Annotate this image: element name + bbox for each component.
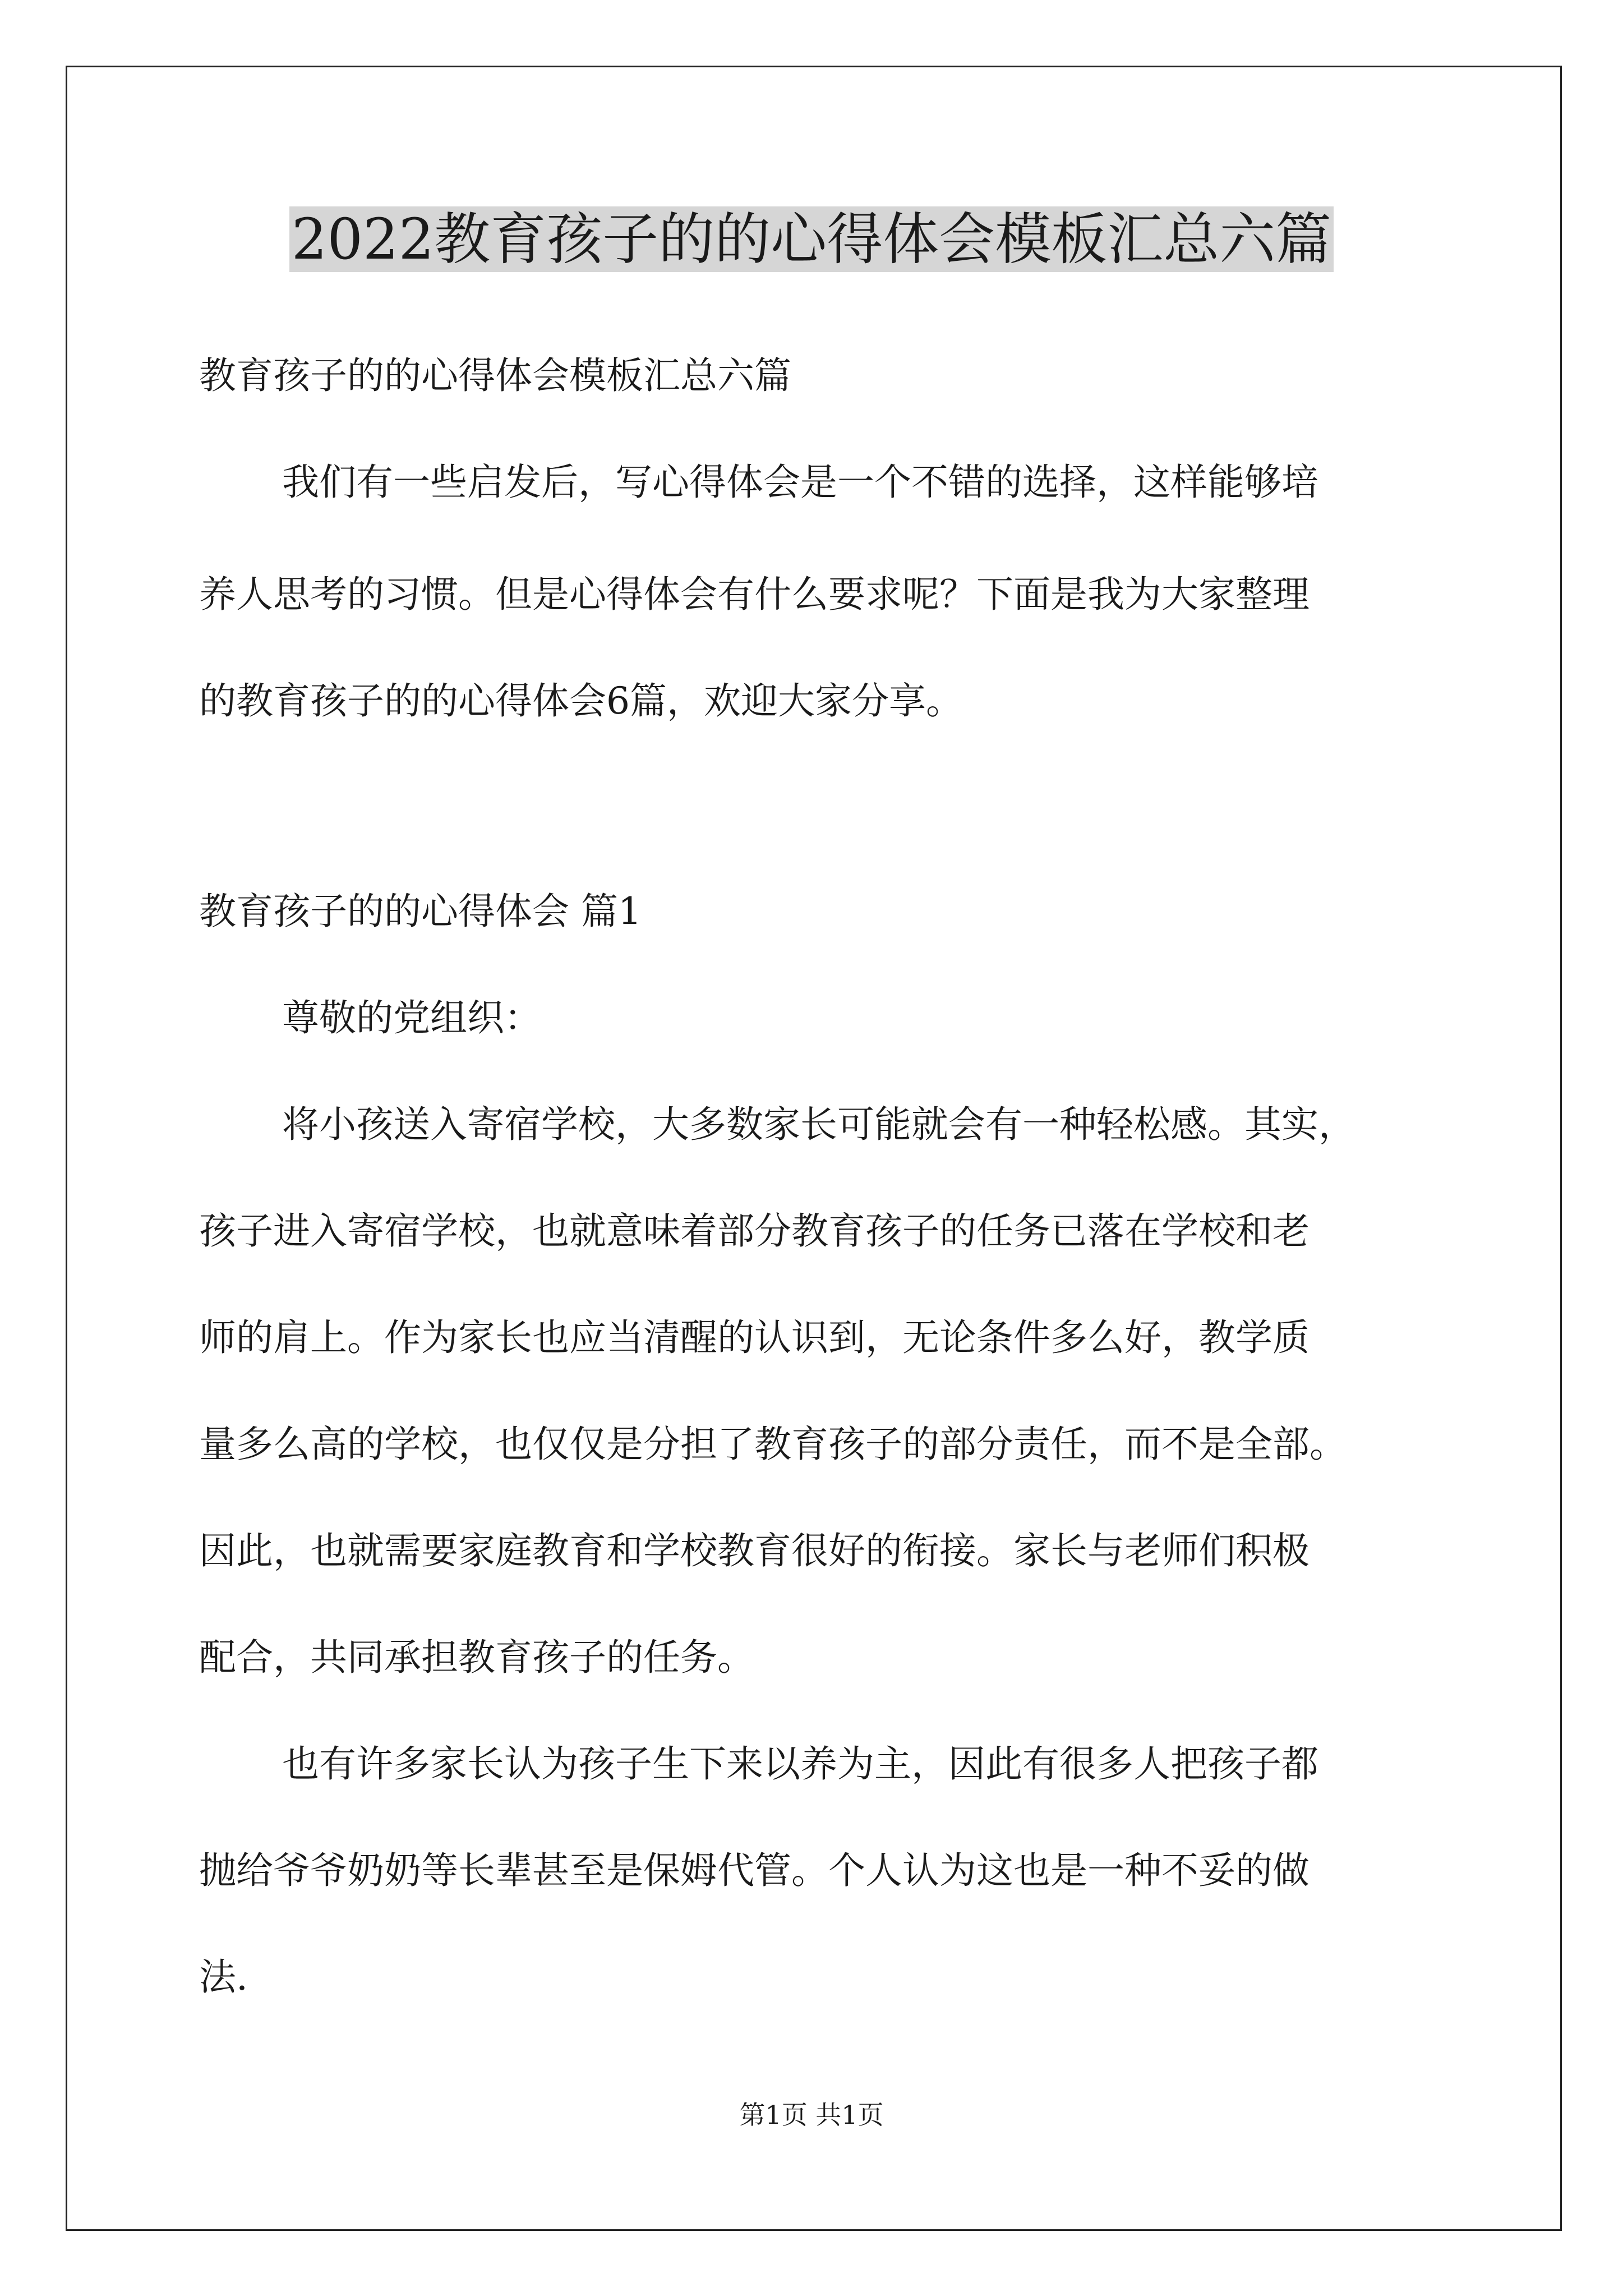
paragraph-line: 量多么高的学校，也仅仅是分担了教育孩子的部分责任，而不是全部。 <box>199 1423 1347 1466</box>
document-title-text: 2022教育孩子的的心得体会模板汇总六篇 <box>289 206 1334 272</box>
salutation: 尊敬的党组织： <box>282 996 541 1039</box>
paragraph-line: 配合，共同承担教育孩子的任务。 <box>199 1636 754 1679</box>
paragraph-line: 师的肩上。作为家长也应当清醒的认识到，无论条件多么好，教学质 <box>199 1316 1310 1359</box>
paragraph-line: 也有许多家长认为孩子生下来以养为主，因此有很多人把孩子都 <box>282 1742 1318 1786</box>
document-title <box>0 197 1623 282</box>
intro-line: 的教育孩子的的心得体会6篇，欢迎大家分享。 <box>199 679 963 723</box>
page-footer: 第1页 共1页 <box>739 2100 884 2130</box>
intro-line: 养人思考的习惯。但是心得体会有什么要求呢？下面是我为大家整理 <box>199 573 1310 616</box>
paragraph-line: 因此，也就需要家庭教育和学校教育很好的衔接。家长与老师们积极 <box>199 1529 1310 1572</box>
subtitle: 教育孩子的的心得体会模板汇总六篇 <box>199 354 791 397</box>
section-heading: 教育孩子的的心得体会 篇1 <box>199 890 642 933</box>
paragraph-line: 法. <box>199 1955 248 1999</box>
intro-line: 我们有一些启发后，写心得体会是一个不错的选择，这样能够培 <box>282 461 1318 504</box>
paragraph-line: 孩子进入寄宿学校，也就意味着部分教育孩子的任务已落在学校和老 <box>199 1209 1310 1253</box>
paragraph-line: 抛给爷爷奶奶等长辈甚至是保姆代管。个人认为这也是一种不妥的做 <box>199 1849 1310 1892</box>
paragraph-line: 将小孩送入寄宿学校，大多数家长可能就会有一种轻松感。其实， <box>282 1103 1355 1146</box>
